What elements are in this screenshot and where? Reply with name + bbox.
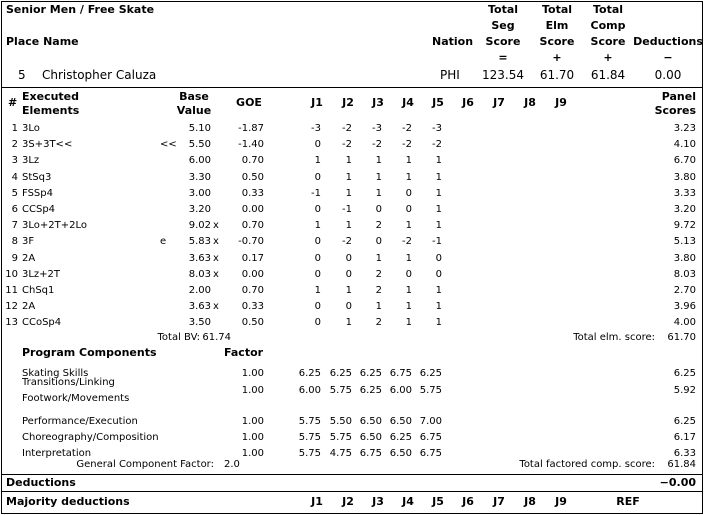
program-components-title: Program Components: [22, 346, 157, 359]
element-number: 10: [5, 268, 18, 280]
component-judge-j5: 6.75: [419, 448, 442, 459]
element-code: 2A: [22, 252, 36, 264]
element-number: 3: [11, 155, 18, 167]
element-judge-j2: 1: [345, 155, 352, 167]
element-judge-j1: 0: [314, 268, 321, 280]
element-code: 3Lo: [22, 123, 40, 134]
element-code: 3Lo+2T+2Lo: [22, 220, 87, 232]
element-judge-j3: 1: [375, 301, 382, 313]
component-panel-score: 6.17: [673, 432, 696, 443]
judge-header-j6: J6: [462, 96, 474, 109]
component-name: Choreography/Composition: [22, 432, 159, 443]
skater-seg-score: 123.54: [482, 68, 524, 82]
segment-title: Senior Men / Free Skate: [6, 3, 155, 16]
element-panel-score: 4.00: [673, 317, 696, 329]
element-judge-j4: 0: [405, 187, 412, 199]
element-base-value: 2.00: [188, 285, 211, 296]
element-judge-j3: 1: [375, 171, 382, 183]
element-judge-j4: 1: [405, 301, 412, 313]
element-number: 12: [5, 301, 18, 313]
component-judge-j1: 6.00: [298, 385, 321, 396]
element-base-value: 6.00: [188, 155, 211, 167]
component-judge-j2: 5.50: [329, 416, 352, 427]
element-judge-j4: 1: [405, 155, 412, 167]
component-judge-j1: 5.75: [298, 448, 321, 459]
element-base-value: 3.63: [188, 301, 211, 313]
element-judge-j4: 1: [405, 285, 412, 296]
element-goe: -1.40: [238, 139, 264, 151]
component-judge-j4: 6.25: [389, 432, 412, 443]
element-number: 9: [11, 252, 18, 264]
component-judge-j2: 5.75: [329, 432, 352, 443]
element-judge-j1: 1: [314, 155, 321, 167]
element-judge-j5: 0: [435, 252, 442, 264]
component-judge-j3: 6.25: [359, 368, 382, 379]
judge-header-j1: J1: [311, 96, 323, 109]
divider: [1, 474, 703, 475]
judge-header-j7: J7: [493, 96, 505, 109]
element-code: 3S+3T<<: [22, 139, 73, 151]
element-judge-j5: 1: [435, 220, 442, 232]
element-judge-j4: 1: [405, 317, 412, 329]
element-judge-j1: 1: [314, 285, 321, 296]
element-judge-j5: 1: [435, 204, 442, 215]
component-judge-j5: 5.75: [419, 385, 442, 396]
element-judge-j2: -2: [342, 123, 352, 134]
element-judge-j3: 2: [375, 285, 382, 296]
element-judge-j4: 1: [405, 220, 412, 232]
element-judge-j5: -3: [432, 123, 442, 134]
element-judge-j4: -2: [402, 139, 412, 151]
element-panel-score: 3.23: [673, 123, 696, 134]
majority-judge-j2: J2: [342, 495, 354, 508]
element-number: 2: [11, 139, 18, 151]
component-factor: 1.00: [241, 368, 264, 379]
element-judge-j1: 0: [314, 236, 321, 248]
element-judge-j5: 1: [435, 301, 442, 313]
element-panel-score: 9.72: [673, 220, 696, 232]
skater-nation: PHI: [440, 68, 460, 82]
element-bonus-mark: x: [213, 268, 219, 280]
element-panel-score: 3.33: [673, 187, 696, 199]
majority-judge-j4: J4: [402, 495, 414, 508]
component-judge-j3: 6.25: [359, 385, 382, 396]
skater-name: Christopher Caluza: [42, 68, 157, 82]
element-panel-score: 8.03: [673, 268, 696, 280]
element-panel-score: 3.80: [673, 171, 696, 183]
element-judge-j3: 1: [375, 155, 382, 167]
element-number: 1: [11, 123, 18, 134]
element-base-value: 3.20: [188, 204, 211, 215]
component-name: Transitions/Linking: [22, 377, 115, 388]
element-panel-score: 3.20: [673, 204, 696, 215]
component-judge-j4: 6.00: [389, 385, 412, 396]
element-goe: 0.50: [241, 171, 264, 183]
majority-judge-j5: J5: [432, 495, 444, 508]
element-panel-score: 6.70: [673, 155, 696, 167]
total-elm-score-value: 61.70: [667, 332, 696, 343]
element-judge-j4: 1: [405, 171, 412, 183]
judge-header-j5: J5: [432, 96, 444, 109]
element-code: 2A: [22, 301, 36, 313]
element-judge-j3: 0: [375, 204, 382, 215]
element-judge-j2: 1: [345, 171, 352, 183]
element-number: 11: [5, 285, 18, 296]
element-judge-j5: 1: [435, 187, 442, 199]
element-judge-j1: 0: [314, 204, 321, 215]
element-judge-j5: 1: [435, 285, 442, 296]
element-judge-j5: -1: [432, 236, 442, 248]
element-number: 7: [11, 220, 18, 232]
place-name-header: Place Name: [6, 35, 79, 48]
total-comp-score-value: 61.84: [667, 459, 696, 470]
skater-comp-score: 61.84: [590, 68, 626, 82]
element-goe: 0.17: [241, 252, 264, 264]
component-judge-j2: 6.25: [329, 368, 352, 379]
element-judge-j3: 2: [375, 220, 382, 232]
ref-label: REF: [616, 495, 640, 508]
element-judge-j2: -2: [342, 236, 352, 248]
element-goe: 0.33: [241, 187, 264, 199]
element-judge-j3: -3: [372, 123, 382, 134]
element-judge-j4: 0: [405, 204, 412, 215]
element-judge-j1: 0: [314, 252, 321, 264]
component-judge-j1: 5.75: [298, 432, 321, 443]
element-judge-j3: -2: [372, 139, 382, 151]
element-panel-score: 3.96: [673, 301, 696, 313]
element-goe: 0.50: [241, 317, 264, 329]
majority-judge-j8: J8: [524, 495, 536, 508]
element-bonus-mark: x: [213, 220, 219, 232]
component-judge-j1: 6.25: [298, 368, 321, 379]
element-number: 13: [5, 317, 18, 329]
element-goe: 0.00: [241, 268, 264, 280]
component-panel-score: 5.92: [673, 385, 696, 396]
element-judge-j1: 1: [314, 220, 321, 232]
element-panel-score: 2.70: [673, 285, 696, 296]
gcf-label: General Component Factor:: [76, 459, 214, 470]
majority-judge-j9: J9: [555, 495, 567, 508]
component-judge-j5: 6.75: [419, 432, 442, 443]
majority-judge-j3: J3: [372, 495, 384, 508]
component-factor: 1.00: [241, 385, 264, 396]
component-judge-j4: 6.50: [389, 416, 412, 427]
total-comp-score-label: Total factored comp. score:: [519, 459, 655, 470]
component-name: Footwork/Movements: [22, 393, 130, 404]
component-judge-j5: 7.00: [419, 416, 442, 427]
gcf-value: 2.0: [224, 459, 240, 470]
judge-header-j4: J4: [402, 96, 414, 109]
element-judge-j4: 1: [405, 252, 412, 264]
element-judge-j1: 0: [314, 317, 321, 329]
judge-header-j3: J3: [372, 96, 384, 109]
element-judge-j4: -2: [402, 236, 412, 248]
component-factor: 1.00: [241, 416, 264, 427]
element-code: FSSp4: [22, 187, 53, 199]
element-judge-j2: -2: [342, 139, 352, 151]
component-factor: 1.00: [241, 448, 264, 459]
element-judge-j2: 1: [345, 317, 352, 329]
element-goe: -1.87: [238, 123, 264, 134]
majority-judge-j1: J1: [311, 495, 323, 508]
element-base-value: 3.63: [188, 252, 211, 264]
component-name: Interpretation: [22, 448, 92, 459]
element-judge-j4: 0: [405, 268, 412, 280]
element-judge-j3: 2: [375, 317, 382, 329]
element-number: 4: [11, 171, 18, 183]
element-judge-j3: 1: [375, 187, 382, 199]
skater-elm-score: 61.70: [539, 68, 575, 82]
total-bv-label: Total BV:: [157, 332, 200, 343]
element-panel-score: 3.80: [673, 252, 696, 264]
deductions-value: −0.00: [659, 476, 696, 489]
element-code: CCoSp4: [22, 317, 62, 329]
component-judge-j3: 6.50: [359, 416, 382, 427]
element-code: 3Lz+2T: [22, 268, 61, 280]
element-base-value: 5.50: [188, 139, 211, 151]
element-goe: 0.33: [241, 301, 264, 313]
element-goe: 0.70: [241, 155, 264, 167]
element-judge-j4: -2: [402, 123, 412, 134]
element-judge-j5: 0: [435, 268, 442, 280]
element-judge-j2: 0: [345, 268, 352, 280]
component-name: Performance/Execution: [22, 416, 138, 427]
judge-header-j8: J8: [524, 96, 536, 109]
element-base-value: 5.10: [188, 123, 211, 134]
element-judge-j5: 1: [435, 317, 442, 329]
component-panel-score: 6.25: [673, 368, 696, 379]
total-bv-value: 61.74: [202, 332, 231, 343]
nation-header: Nation: [432, 35, 474, 48]
element-base-value: 5.83: [188, 236, 211, 248]
divider: [1, 491, 703, 492]
element-base-value: 3.00: [188, 187, 211, 199]
component-panel-score: 6.25: [673, 416, 696, 427]
component-panel-score: 6.33: [673, 448, 696, 459]
element-base-value: 8.03: [188, 268, 211, 280]
element-number: 5: [11, 187, 18, 199]
majority-judge-j6: J6: [462, 495, 474, 508]
element-info: <<: [160, 139, 177, 151]
element-base-value: 9.02: [188, 220, 211, 232]
element-panel-score: 5.13: [673, 236, 696, 248]
judge-header-j9: J9: [555, 96, 567, 109]
element-code: ChSq1: [22, 285, 55, 296]
component-judge-j3: 6.50: [359, 432, 382, 443]
element-judge-j1: -3: [311, 123, 321, 134]
element-code: 3F: [22, 236, 35, 248]
element-base-value: 3.50: [188, 317, 211, 329]
element-judge-j2: -1: [342, 204, 352, 215]
element-judge-j1: -1: [311, 187, 321, 199]
element-judge-j1: 0: [314, 171, 321, 183]
element-judge-j2: 0: [345, 252, 352, 264]
element-judge-j5: 1: [435, 155, 442, 167]
component-judge-j4: 6.50: [389, 448, 412, 459]
element-bonus-mark: x: [213, 236, 219, 248]
majority-deductions-label: Majority deductions: [6, 495, 130, 508]
element-code: 3Lz: [22, 155, 40, 167]
element-number: 6: [11, 204, 18, 215]
total-elm-score-label: Total elm. score:: [573, 332, 655, 343]
element-judge-j3: 0: [375, 236, 382, 248]
deductions-label: Deductions: [6, 476, 76, 489]
skater-deductions: 0.00: [654, 68, 682, 82]
element-bonus-mark: x: [213, 252, 219, 264]
element-code: StSq3: [22, 171, 52, 183]
element-bonus-mark: x: [213, 301, 219, 313]
element-judge-j1: 0: [314, 301, 321, 313]
element-goe: -0.70: [238, 236, 264, 248]
element-judge-j2: 0: [345, 301, 352, 313]
component-judge-j5: 6.25: [419, 368, 442, 379]
element-judge-j2: 1: [345, 285, 352, 296]
component-judge-j4: 6.75: [389, 368, 412, 379]
element-judge-j5: -2: [432, 139, 442, 151]
element-judge-j5: 1: [435, 171, 442, 183]
divider: [1, 87, 703, 88]
element-judge-j2: 1: [345, 220, 352, 232]
element-judge-j2: 1: [345, 187, 352, 199]
element-judge-j3: 1: [375, 252, 382, 264]
element-goe: 0.70: [241, 220, 264, 232]
component-judge-j2: 4.75: [329, 448, 352, 459]
judge-header-j2: J2: [342, 96, 354, 109]
element-panel-score: 4.10: [673, 139, 696, 151]
element-judge-j3: 2: [375, 268, 382, 280]
skater-place: 5: [18, 68, 26, 82]
element-goe: 0.00: [241, 204, 264, 215]
element-base-value: 3.30: [188, 171, 211, 183]
element-goe: 0.70: [241, 285, 264, 296]
component-judge-j2: 5.75: [329, 385, 352, 396]
majority-judge-j7: J7: [493, 495, 505, 508]
element-number: 8: [11, 236, 18, 248]
factor-header: Factor: [224, 346, 264, 359]
element-code: CCSp4: [22, 204, 56, 215]
component-judge-j1: 5.75: [298, 416, 321, 427]
component-name: Skating Skills: [22, 368, 89, 379]
element-judge-j1: 0: [314, 139, 321, 151]
element-info: e: [160, 236, 167, 248]
component-judge-j3: 6.75: [359, 448, 382, 459]
component-factor: 1.00: [241, 432, 264, 443]
